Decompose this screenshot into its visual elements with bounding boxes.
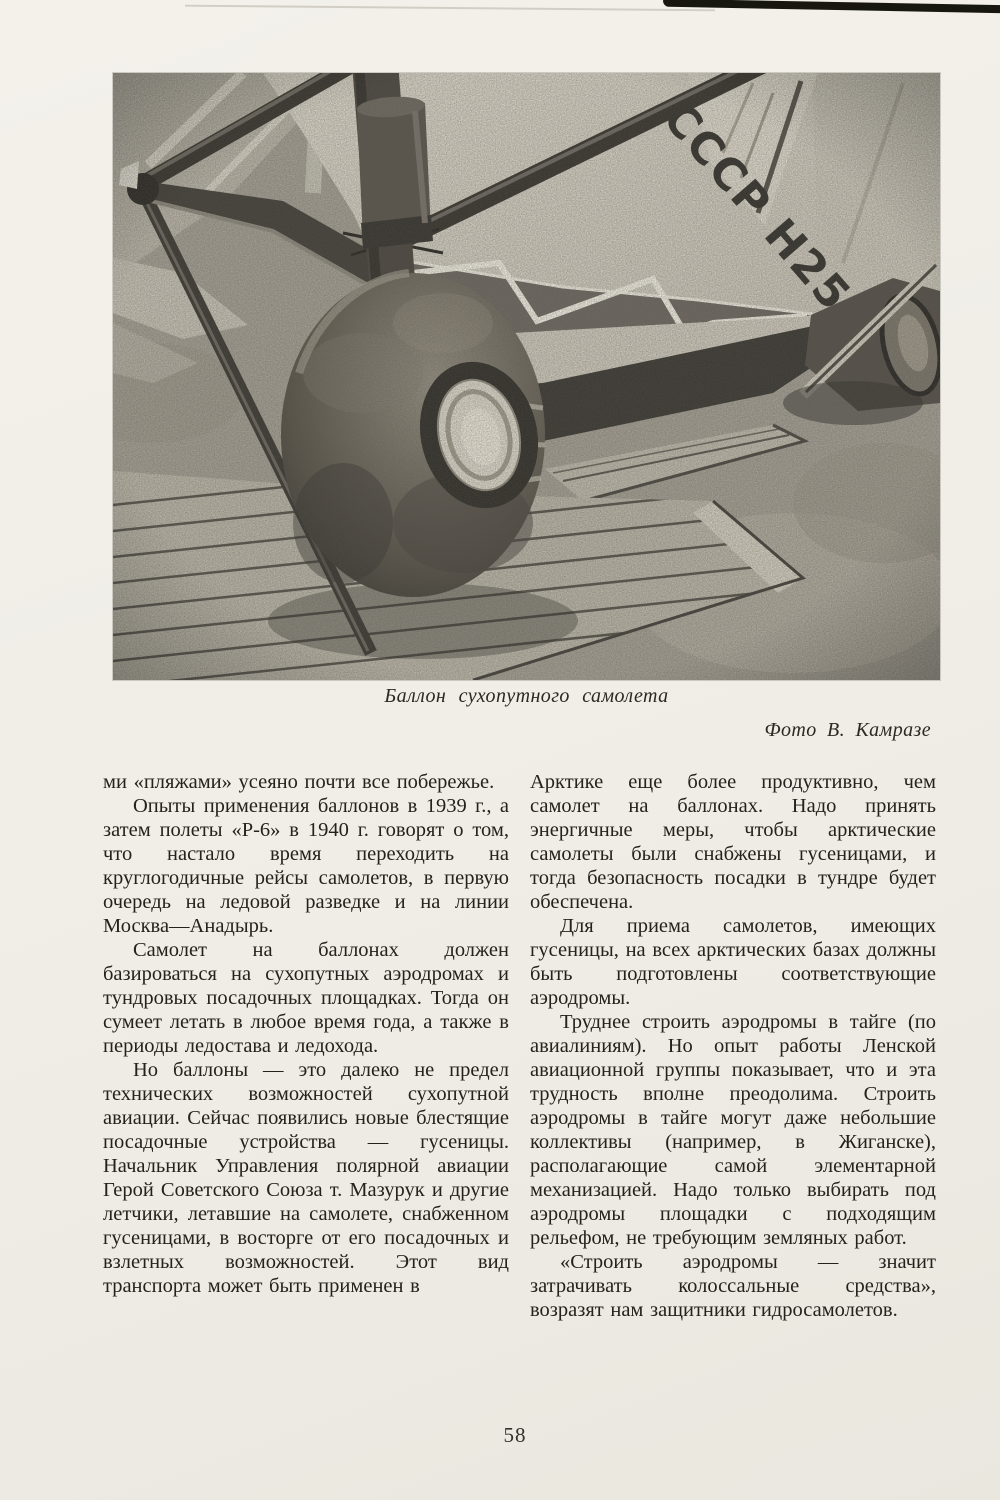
right-column: [530, 770, 936, 1322]
photo-figure: [113, 73, 940, 680]
body-paragraph: Самолет на баллонах должен базироваться на сухопутных аэродромах и тундровых посадочных площадках. Тогда он сумеет летать в любое время года, а также в периоды ледостава и ледохода.: [103, 939, 509, 1057]
scan-artifact-line-light: [185, 5, 715, 12]
page-number: 58: [503, 1423, 527, 1447]
body-paragraph: ми «пляжами» усеяно почти все побережье.: [103, 771, 495, 793]
body-paragraph: Труднее строить аэродромы в тайге (по авиалиниям). Но опыт работы Ленской авиационной группы показывает, что и эта трудность вполне преодолима. Строить аэродромы в тайге могут даже небольшие коллективы (например, в Жиганске), располагающие самой элементарной механизацией. Надо только выбирать под аэродромы площадки с подходящим рельефом, не требующим земляных работ.: [530, 1011, 936, 1249]
body-paragraph: Опыты применения баллонов в 1939 г., а затем полеты «Р-6» в 1940 г. говорят о том, что настало время переходить на круглогодичные рейсы самолетов, в первую очередь на ледовой разведке и на линии Москва—Анадырь.: [103, 795, 509, 937]
photo-illustration: [113, 73, 940, 680]
photo-credit: Фото В. Камразе: [764, 719, 931, 741]
scan-artifact-line-dark: [663, 0, 1000, 13]
body-paragraph: Для приема самолетов, имеющих гусеницы, на всех арктических базах должны быть подготовлены соответствующие аэродромы.: [530, 915, 936, 1009]
photo-vignette: [113, 73, 940, 680]
body-paragraph: «Строить аэродромы — значит затрачивать колоссальные средства», возразят нам защитники гидросамолетов.: [530, 1251, 936, 1321]
photo-caption: Баллон сухопутного самолета: [384, 685, 669, 707]
body-paragraph: Арктике еще более продуктивно, чем самолет на баллонах. Надо принять энергичные меры, чтобы арктические самолеты были снабжены гусеницами, и тогда безопасность посадки в тундре будет обеспечена.: [530, 771, 936, 913]
left-column: [103, 770, 509, 1298]
body-paragraph: Но баллоны — это далеко не предел технических возможностей сухопутной авиации. Сейчас появились новые блестящие посадочные устройства — гусеницы. Начальник Управления полярной авиации Герой Советского Союза т. Мазурук и другие летчики, летавшие на самолете, снабженном гусеницами, в восторге от его посадочных и взлетных возможностей. Этот вид транспорта может быть применен в: [103, 1059, 509, 1297]
